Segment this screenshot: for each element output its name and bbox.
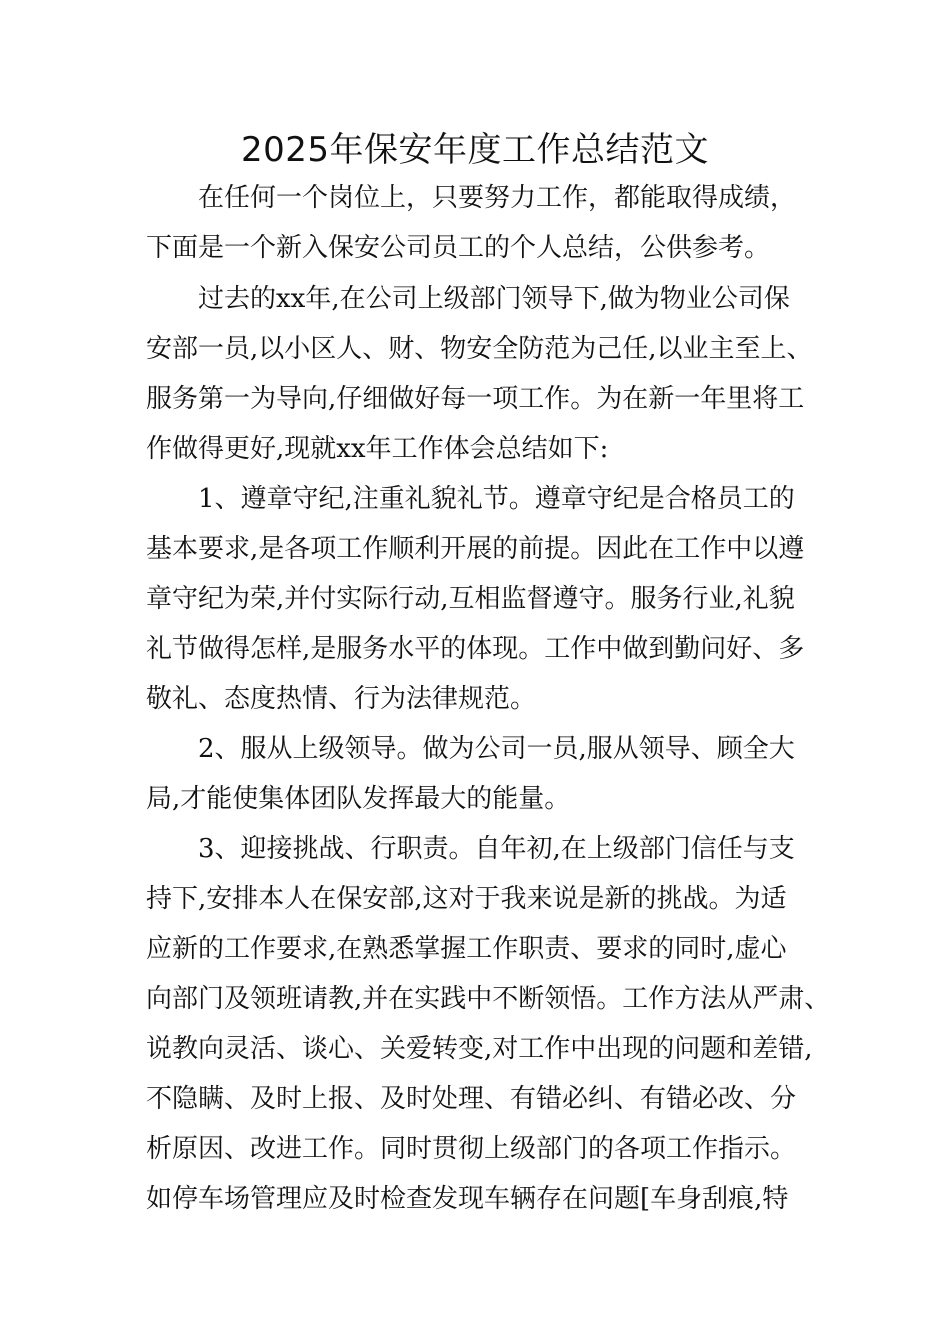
paragraph-line: 向部门及领班请教,并在实践中不断领悟。工作方法从严肃、 (146, 984, 831, 1014)
paragraph-line: 在任何一个岗位上，只要努力工作，都能取得成绩， (198, 183, 797, 213)
paragraph-line: 析原因、改进工作。同时贯彻上级部门的各项工作指示。 (146, 1134, 797, 1164)
paragraph-line: 作做得更好,现就xx年工作体会总结如下: (146, 434, 609, 464)
paragraph-line: 礼节做得怎样,是服务水平的体现。工作中做到勤问好、多 (146, 634, 805, 664)
paragraph-line: 不隐瞒、及时上报、及时处理、有错必纠、有错必改、分 (146, 1084, 797, 1114)
paragraph-line: 服务第一为导向,仔细做好每一项工作。为在新一年里将工 (146, 384, 805, 414)
paragraph-line: 下面是一个新入保安公司员工的个人总结，公供参考。 (146, 233, 771, 263)
paragraph-line: 应新的工作要求,在熟悉掌握工作职责、要求的同时,虚心 (146, 934, 787, 964)
paragraph-line: 说教向灵活、谈心、关爱转变,对工作中出现的问题和差错, (146, 1034, 813, 1064)
paragraph-line: 如停车场管理应及时检查发现车辆存在问题[车身刮痕,特 (146, 1184, 789, 1214)
paragraph-line: 章守纪为荣,并付实际行动,互相监督遵守。服务行业,礼貌 (146, 584, 795, 614)
paragraph-line: 2、服从上级领导。做为公司一员,服从领导、顾全大 (198, 734, 795, 764)
paragraph-line: 3、迎接挑战、行职责。自年初,在上级部门信任与支 (198, 834, 795, 864)
paragraph-line: 安部一员,以小区人、财、物安全防范为己任,以业主至上、 (146, 334, 813, 364)
paragraph-line: 基本要求,是各项工作顺利开展的前提。因此在工作中以遵 (146, 534, 805, 564)
document-title: 2025年保安年度工作总结范文 (240, 130, 710, 170)
paragraph-line: 持下,安排本人在保安部,这对于我来说是新的挑战。为适 (146, 884, 787, 914)
paragraph-line: 敬礼、态度热情、行为法律规范。 (146, 684, 537, 714)
paragraph-line: 局,才能使集体团队发挥最大的能量。 (146, 784, 571, 814)
paragraph-line: 1、遵章守纪,注重礼貌礼节。遵章守纪是合格员工的 (198, 484, 795, 514)
paragraph-line: 过去的xx年,在公司上级部门领导下,做为物业公司保 (198, 284, 790, 314)
